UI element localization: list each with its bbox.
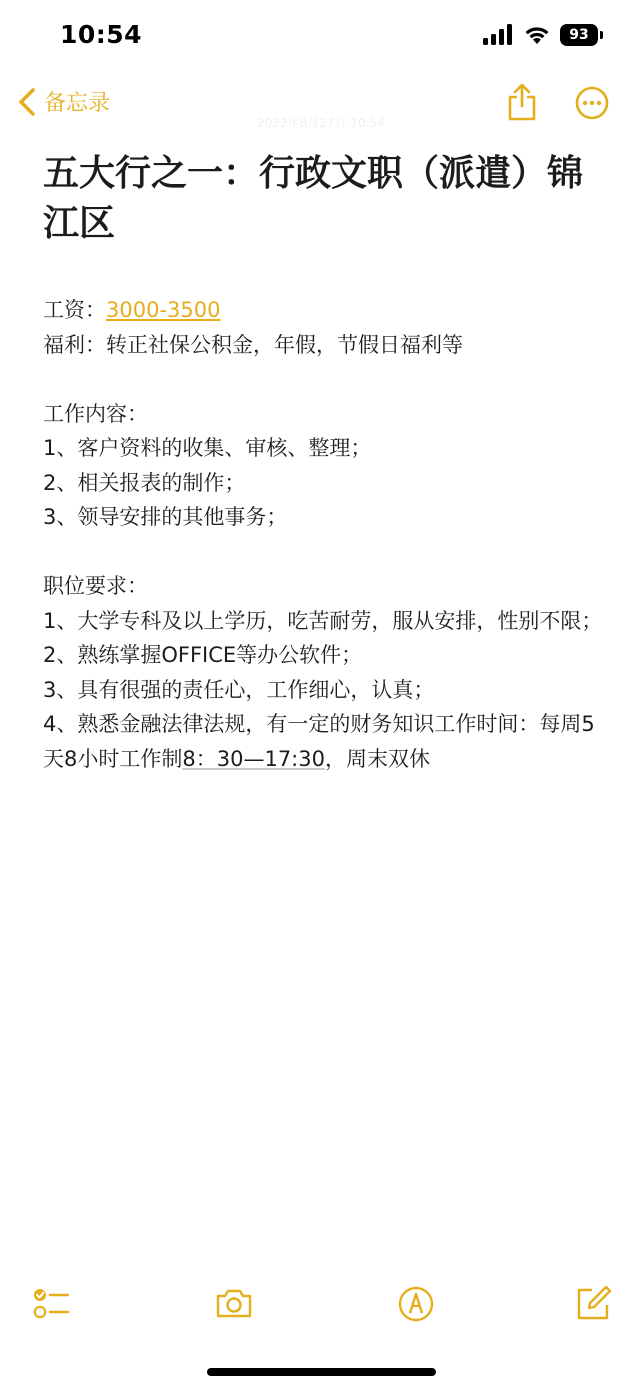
note-title[interactable]: 五大行之一：行政文职（派遣）锦江区 bbox=[43, 152, 584, 243]
duty-item: 3、领导安排的其他事务； bbox=[43, 505, 288, 529]
requirements-header: 职位要求： bbox=[43, 574, 148, 598]
salary-label: 工资： bbox=[43, 298, 106, 322]
markup-icon bbox=[396, 1283, 436, 1323]
more-button[interactable] bbox=[575, 86, 609, 120]
benefits-line: 福利：转正社保公积金，年假，节假日福利等 bbox=[43, 332, 463, 357]
share-icon bbox=[505, 82, 539, 122]
more-icon bbox=[575, 86, 609, 120]
status-time: 10:54 bbox=[60, 20, 143, 49]
note-date: 2022年8月27日 10:54 bbox=[257, 116, 385, 130]
requirement-item: 1、大学专科及以上学历，吃苦耐劳，服从安排，性别不限； bbox=[43, 608, 603, 633]
blank-line bbox=[43, 362, 604, 397]
camera-button[interactable] bbox=[214, 1283, 254, 1323]
duties-header: 工作内容： bbox=[43, 401, 148, 426]
share-button[interactable] bbox=[505, 82, 539, 122]
back-button[interactable] bbox=[18, 86, 110, 117]
camera-icon bbox=[214, 1283, 254, 1323]
checklist-button[interactable] bbox=[31, 1283, 71, 1323]
chevron-left-icon bbox=[18, 87, 36, 117]
requirement-4-tail: ，周末双休 bbox=[324, 746, 430, 771]
requirement-item: 2、熟练掌握OFFICE等办公软件； bbox=[43, 643, 363, 667]
home-indicator[interactable] bbox=[207, 1368, 436, 1376]
note-editor[interactable] bbox=[43, 148, 604, 776]
duty-item: 1、客户资料的收集、审核、整理； bbox=[43, 436, 372, 460]
requirement-4-text: 4、熟悉金融法律法规，有一定的财务知识工作时间：每周5天8小时工作制 bbox=[43, 712, 595, 771]
compose-icon bbox=[574, 1283, 614, 1323]
bottom-toolbar bbox=[0, 1283, 642, 1329]
salary-value-link[interactable]: 3000-3500 bbox=[106, 298, 221, 322]
signal-icon bbox=[482, 24, 514, 46]
requirement-item: 3、具有很强的责任心，工作细心，认真； bbox=[43, 677, 435, 702]
checklist-icon bbox=[31, 1283, 71, 1323]
status-bar bbox=[0, 0, 642, 72]
wifi-icon bbox=[524, 25, 550, 45]
salary-line bbox=[43, 293, 604, 328]
work-hours-link[interactable]: 8：30—17:30 bbox=[182, 746, 325, 771]
battery-icon bbox=[560, 24, 598, 46]
markup-button[interactable] bbox=[396, 1283, 436, 1323]
battery-percent: 93 bbox=[569, 27, 589, 43]
note-body[interactable] bbox=[43, 293, 604, 776]
status-icons bbox=[482, 24, 602, 46]
requirement-item bbox=[43, 707, 604, 776]
back-label: 备忘录 bbox=[44, 91, 111, 116]
blank-line bbox=[43, 535, 604, 570]
duty-item: 2、相关报表的制作； bbox=[43, 470, 246, 495]
nav-bar bbox=[0, 78, 642, 134]
compose-button[interactable] bbox=[574, 1283, 614, 1323]
